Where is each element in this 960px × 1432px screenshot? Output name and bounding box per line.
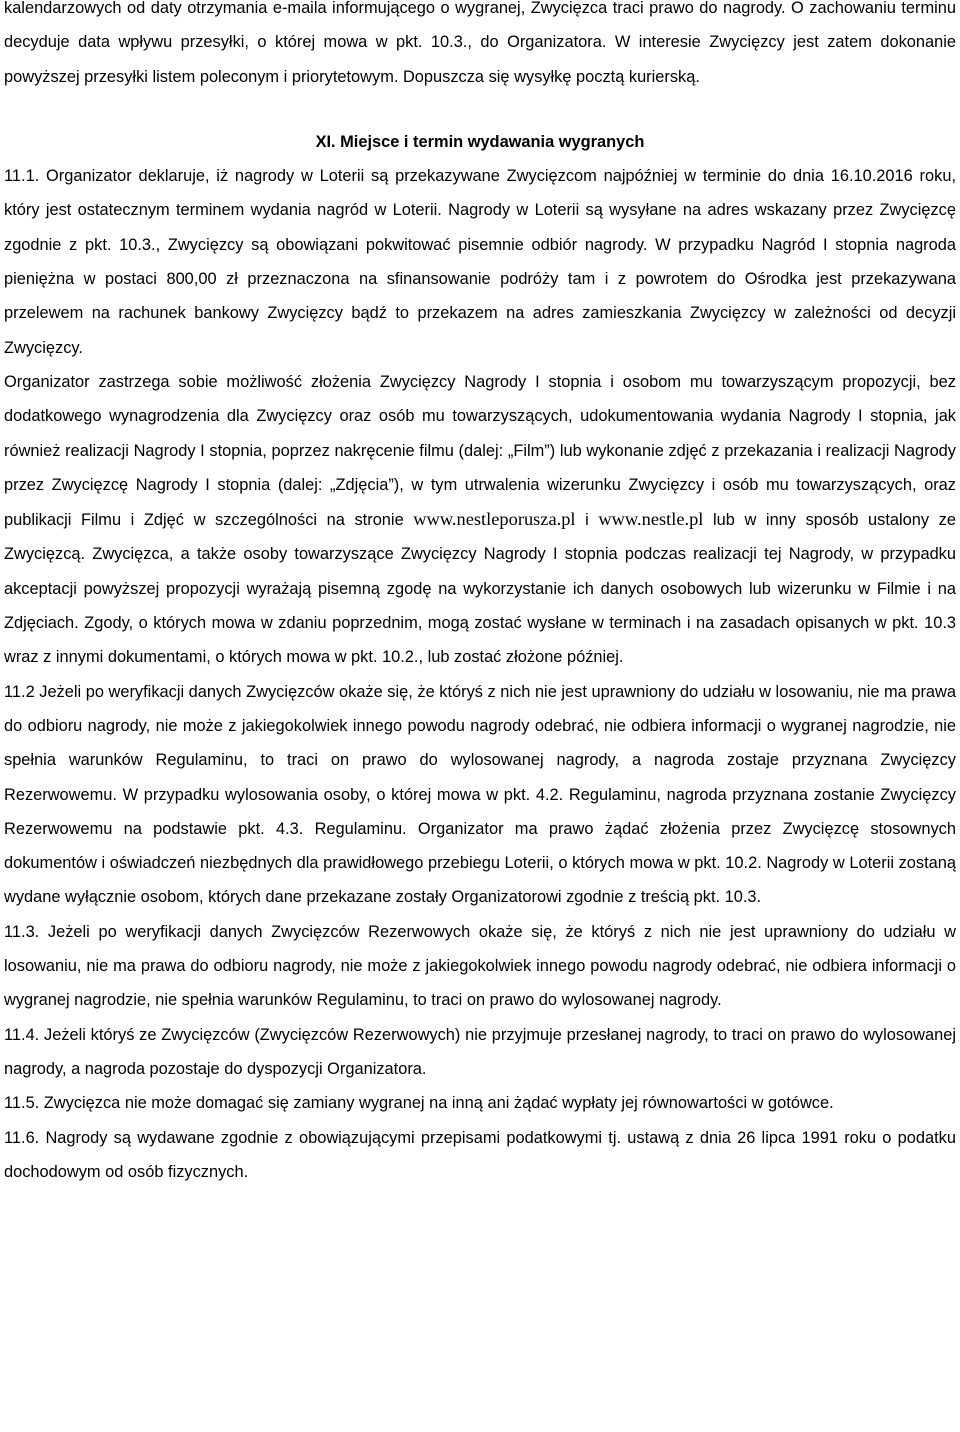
paragraph-11-5: 11.5. Zwycięzca nie może domagać się zamiany wygranej na inną ani żądać wypłaty jej równowartości w gotówce. (4, 1094, 834, 1113)
paragraph-11-2: 11.2 Jeżeli po weryfikacji danych Zwycięzców okaże się, że któryś z nich nie jest uprawniony do udziału w losowaniu, nie ma prawa do odbioru nagrody, nie może z jakiegokolwiek innego powodu nagrody odebrać, nie odbiera informacji o wygranej nagrodzie, nie spełnia warunków Regulaminu, to traci on prawo do wylosowanej nagrody, a nagroda zostaje przyznana Zwycięzcy Rezerwowemu. W przypadku wylosowania osoby, o której mowa w pkt. 4.2. Regulaminu, nagroda przyznana zostanie Zwycięzcy Rezerwowemu na podstawie pkt. 4.3. Regulaminu. Organizator ma prawo żądać złożenia przez Zwycięzcę stosownych dokumentów i oświadczeń niezbędnych dla prawidłowego przebiegu Loterii, o których mowa w pkt. 10.2. Nagrody w Loterii zostaną wydane wyłącznie osobom, których dane przekazane zostały Organizatorowi zgodnie z treścią pkt. 10.3. (4, 682, 956, 907)
paragraph-organizer-proposal (4, 365, 956, 675)
section-title: XI. Miejsce i termin wydawania wygranych (315, 132, 645, 151)
link-nestle[interactable]: www.nestle.pl (598, 509, 704, 530)
paragraph-11-3: 11.3. Jeżeli po weryfikacji danych Zwycięzców Rezerwowych okaże się, że któryś z nich nie jest uprawniony do udziału w losowaniu, nie ma prawa do odbioru nagrody, nie może z jakiegokolwiek innego powodu nagrody odebrać, nie odbiera informacji o wygranej nagrodzie, nie spełnia warunków Regulaminu, to traci on prawo do wylosowanej nagrody. (4, 922, 956, 1010)
paragraph-organizer-text-mid: i (575, 511, 599, 530)
paragraph-organizer-text-1: Organizator zastrzega sobie możliwość złożenia Zwycięzcy Nagrody I stopnia i osobom mu towarzyszącym propozycji, bez dodatkowego wynagrodzenia dla Zwycięzcy oraz osób mu towarzyszących, udokumentowania wydania Nagrody I stopnia, jak również realizacji Nagrody I stopnia, poprzez nakręcenie filmu (dalej: „Film”) lub wykonanie zdjęć z przekazania i realizacji Nagrody przez Zwycięzcę Nagrody I stopnia (dalej: „Zdjęcia”), w tym utrwalenia wizerunku Zwycięzcy i osób mu towarzyszących, oraz publikacji Filmu i Zdjęć w szczególności na stronie (4, 372, 956, 530)
intro-paragraph: kalendarzowych od daty otrzymania e-maila informującego o wygranej, Zwycięzca traci prawo do nagrody. O zachowaniu terminu decyduje data wpływu przesyłki, o której mowa w pkt. 10.3., do Organizatora. W interesie Zwycięzcy jest zatem dokonanie powyższej przesyłki listem poleconym i priorytetowym. Dopuszcza się wysyłkę pocztą kurierską. (4, 0, 956, 86)
paragraph-11-6: 11.6. Nagrody są wydawane zgodnie z obowiązującymi przepisami podatkowymi tj. ustawą z dnia 26 lipca 1991 roku o podatku dochodowym od osób fizycznych. (4, 1128, 956, 1181)
paragraph-11-1: 11.1. Organizator deklaruje, iż nagrody w Loterii są przekazywane Zwycięzcom najpóźniej w terminie do dnia 16.10.2016 roku, który jest ostatecznym terminem wydania nagród w Loterii. Nagrody w Loterii są wysyłane na adres wskazany przez Zwycięzcę zgodnie z pkt. 10.3., Zwycięzcy są obowiązani pokwitować pisemnie odbiór nagrody. W przypadku Nagród I stopnia nagroda pieniężna w postaci 800,00 zł przeznaczona na sfinansowanie podróży tam i z powrotem do Ośrodka jest przekazywana przelewem na rachunek bankowy Zwycięzcy bądź to przekazem na adres zamieszkania Zwycięzcy w zależności od decyzji Zwycięzcy. (4, 167, 956, 357)
paragraph-organizer-text-2: lub w inny sposób ustalony ze Zwycięzcą. Zwycięzca, a także osoby towarzyszące Zwycięzcy Nagrody I stopnia podczas realizacji tej Nagrody, w przypadku akceptacji powyższej propozycji wyrażają pisemną zgodę na wykorzystanie ich danych osobowych lub wizerunku w Filmie i na Zdjęciach. Zgody, o których mowa w zdaniu poprzednim, mogą zostać wysłane w terminach i na zasadach opisanych w pkt. 10.3 wraz z innymi dokumentami, o których mowa w pkt. 10.2., lub zostać złożone później. (4, 511, 956, 667)
link-nestleporusza[interactable]: www.nestleporusza.pl (413, 509, 576, 530)
paragraph-11-4: 11.4. Jeżeli któryś ze Zwycięzców (Zwycięzców Rezerwowych) nie przyjmuje przesłanej nagrody, to traci on prawo do wylosowanej nagrody, a nagroda pozostaje do dyspozycji Organizatora. (4, 1025, 956, 1078)
